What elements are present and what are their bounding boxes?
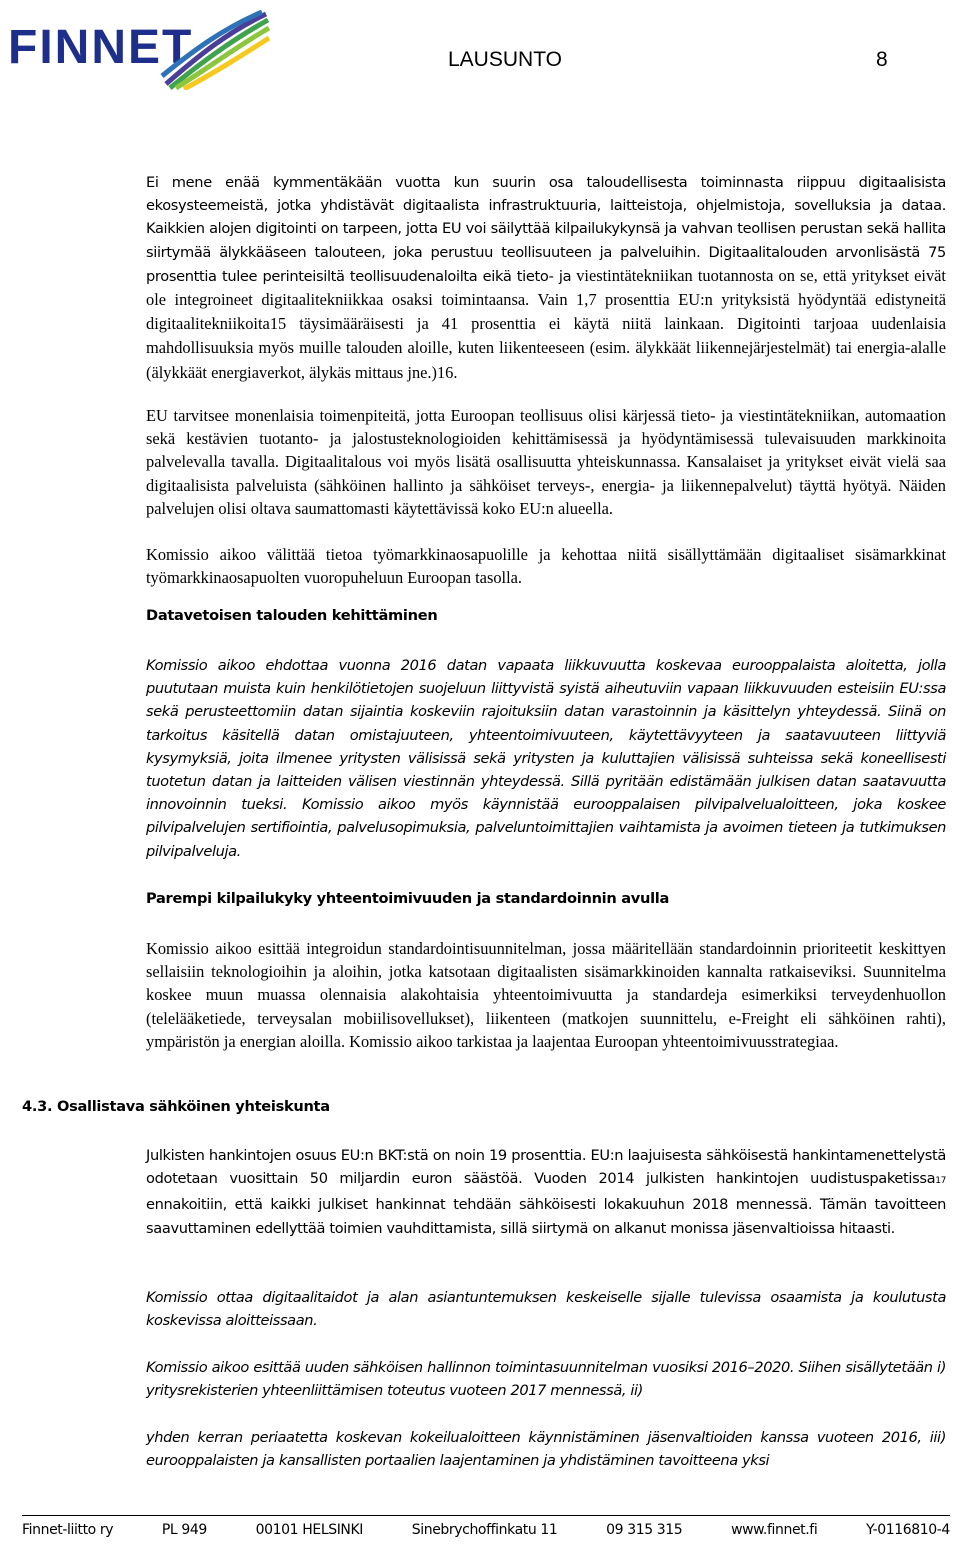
section-paragraph-2: Komissio ottaa digitaalitaidot ja alan asiantuntemuksen keskeiselle sijalle tulevissa osaamista ja koulutusta koskevissa aloitteissaan.: [146, 1289, 946, 1330]
intro-paragraph-1: [146, 171, 946, 385]
footer-po-box: PL 949: [161, 1522, 207, 1538]
section-paragraph-1: [146, 1144, 946, 1240]
footer-street: Sinebrychoffinkatu 11: [411, 1522, 558, 1538]
heading-data-economy: Datavetoisen talouden kehittäminen: [146, 607, 438, 624]
page-number: 8: [876, 48, 888, 71]
intro-paragraph-3: Komissio aikoo välittää tietoa työmarkkinaosapuolille ja kehottaa niitä sisällyttämään digitaaliset sisämarkkinat työmarkkinaosapuolten vuoropuheluun Euroopan tasolla.: [146, 545, 946, 588]
section-paragraph-3: Komissio aikoo esittää uuden sähköisen hallinnon toimintasuunnitelman vuosiksi 2016–2020. Siihen sisällytetään i) yritysrekisterien yhteenliittämisen toteutus vuoteen 2017 mennessä, ii): [146, 1359, 946, 1400]
footer-business-id: Y-0116810-4: [866, 1522, 950, 1538]
data-economy-paragraph: Komissio aikoo ehdottaa vuonna 2016 datan vapaata liikkuvuutta koskevaa eurooppalaista aloitetta, jolla puututaan muista kuin henkilötietojen suojeluun liittyvistä syistä aiheutuviin vapaan liikkuvuuden esteisiin EU:ssa sekä perusteettomiin datan sijaintia koskeviin rajoituksiin datan varastoinnin ja käsittelyn yhteydessä. Siinä on tarkoitus käsitellä datan omistajuuteen, yhteentoimivuuteen, käytettävyyteen ja saatavuuteen liittyviä kysymyksiä, joita ilmenee yritysten välisissä sekä yritysten ja kuluttajien välisissä suhteissa sekä koneellisesti tuotetun datan ja laitteiden välisen viestinnän yhteydessä. Sillä pyritään edistämään julkisen datan saatavuutta innovoinnin tueksi. Komissio aikoo myös käynnistää eurooppalaisen pilvipalvelualoitteen, joka koskee pilvipalvelujen sertifiointia, palvelusopimuksia, palveluntoimittajien vaihtamista ja avoimen tieteen ja tutkimuksen pilvipalveluja.: [146, 657, 946, 860]
footer-divider: [22, 1515, 950, 1516]
footer-web[interactable]: www.finnet.fi: [731, 1522, 818, 1538]
heading-competitiveness: Parempi kilpailukyky yhteentoimivuuden ja standardoinnin avulla: [146, 890, 670, 907]
swoosh-icon: [158, 10, 270, 90]
document-type: LAUSUNTO: [448, 48, 562, 71]
intro-text-sans: Ei mene enää kymmentäkään vuotta kun suurin osa taloudellisesta toiminnasta riippuu digitaalisista ekosysteemeistä, jotka yhdistävät digitaalista infrastruktuuria, laitteistoja, ohjelmistoja, sovelluksia ja dataa. Kaikkien alojen digitointi on tarpeen, jotta EU voi säilyttää kilpailukykynsä ja vahvan teollisen perustan sekä hallita siirtymää älykkääseen talouteen, joka perustuu teollisuuteen ja palveluihin. Digitaalitalouden arvonlisästä 75 prosenttia tulee perinteisiltä teollisuudenaloilta eikä tieto- ja: [146, 174, 946, 285]
intro-text-serif-2: täysimääräisesti ja 41 prosenttia ei käytä niitä lainkaan. Digitointi tarjoaa uudenlaisia mahdollisuuksia myös muille talouden aloille, kuten liikenteeseen (esim. älykkäät liikennejärjestelmät) tai energia-alalle (älykkäät energiaverkot, älykäs mittaus jne.): [146, 314, 946, 382]
footnote-ref-15: 15: [269, 314, 287, 334]
intro-text-serif: viestintätekniikan tuotannosta on se, että yritykset eivät ole integroineet digitaalitekniikkaa osaksi toimintaansa. Vain 1,7 prosenttia EU:n yrityksistä hyödyntää edistyneitä digitaalitekniikoita: [146, 265, 946, 334]
intro-paragraph-2: EU tarvitsee monenlaisia toimenpiteitä, jotta Euroopan teollisuus olisi kärjessä tieto- ja viestintätekniikan, automaation sekä kestävien tuotanto- ja jalostusteknologioiden kehittämisessä ja hyödyntämisessä tulevaisuuden markkinoita palvelevalla tavalla. Digitaalitalous voi myös lisätä osallisuutta yhteiskunnassa. Kansalaiset ja yritykset eivät vielä saa digitaalisista palveluista (sähköinen hallinto ja sähköiset terveys-, energia- ja liikennepalvelut) täyttä hyötyä. Näiden palvelujen olisi oltava saumattomasti käytettävissä koko EU:n alueella.: [146, 406, 946, 518]
footnote-ref-17: 17: [935, 1176, 946, 1187]
logo-wordmark: FINNET: [8, 21, 194, 74]
competitiveness-paragraph: Komissio aikoo esittää integroidun standardointisuunnitelman, jossa määritellään standardoinnin prioriteetit keskittyen sellaisiin teknologioihin ja aloihin, jotka katsotaan digitaalisten sisämarkkinoiden kannalta ratkaiseviksi. Suunnitelma koskee muun muassa olennaisia alakohtaisia yhteentoimivuutta ja standardeja esimerkiksi terveydenhuollon (telelääketiede, terveysalan mobiilisovellukset), liikenteen (matkojen suunnittelu, e-Freight eli sähköinen rahti), ympäristön ja energian aloilla. Komissio aikoo tarkistaa ja laajentaa Euroopan yhteentoimivuusstrategiaa.: [146, 939, 946, 1051]
section-p1-text-2: ennakoitiin, että kaikki julkiset hankinnat tehdään sähköisesti lokakuuhun 2018 mennessä. Tämän tavoitteen saavuttaminen edellyttää toimien vauhdittamista, sillä siirtymä on alkanut monissa jäsenvaltioissa hitaasti.: [146, 1196, 946, 1237]
finnet-logo: [8, 10, 270, 90]
footer-postal: 00101 HELSINKI: [255, 1522, 364, 1538]
footer-phone: 09 315 315: [606, 1522, 683, 1538]
section-title-4-3: 4.3. Osallistava sähköinen yhteiskunta: [22, 1098, 330, 1115]
footer: [22, 1522, 950, 1538]
footnote-ref-16: 16: [436, 362, 454, 382]
section-paragraph-4: yhden kerran periaatetta koskevan kokeilualoitteen käynnistäminen jäsenvaltioiden kanssa vuoteen 2016, iii) eurooppalaisten ja kansallisten portaalien laajentaminen ja yhdistäminen tavoitteena yksi: [146, 1429, 946, 1470]
footer-org: Finnet-liitto ry: [22, 1522, 114, 1538]
intro-end: .: [453, 362, 458, 382]
section-p1-text: Julkisten hankintojen osuus EU:n BKT:stä on noin 19 prosenttia. EU:n laajuisesta sähköisestä hankintamenettelystä odotetaan vuosittain 50 miljardin euron säästöä. Vuoden 2014 julkisten hankintojen uudistuspaketissa: [146, 1147, 946, 1188]
